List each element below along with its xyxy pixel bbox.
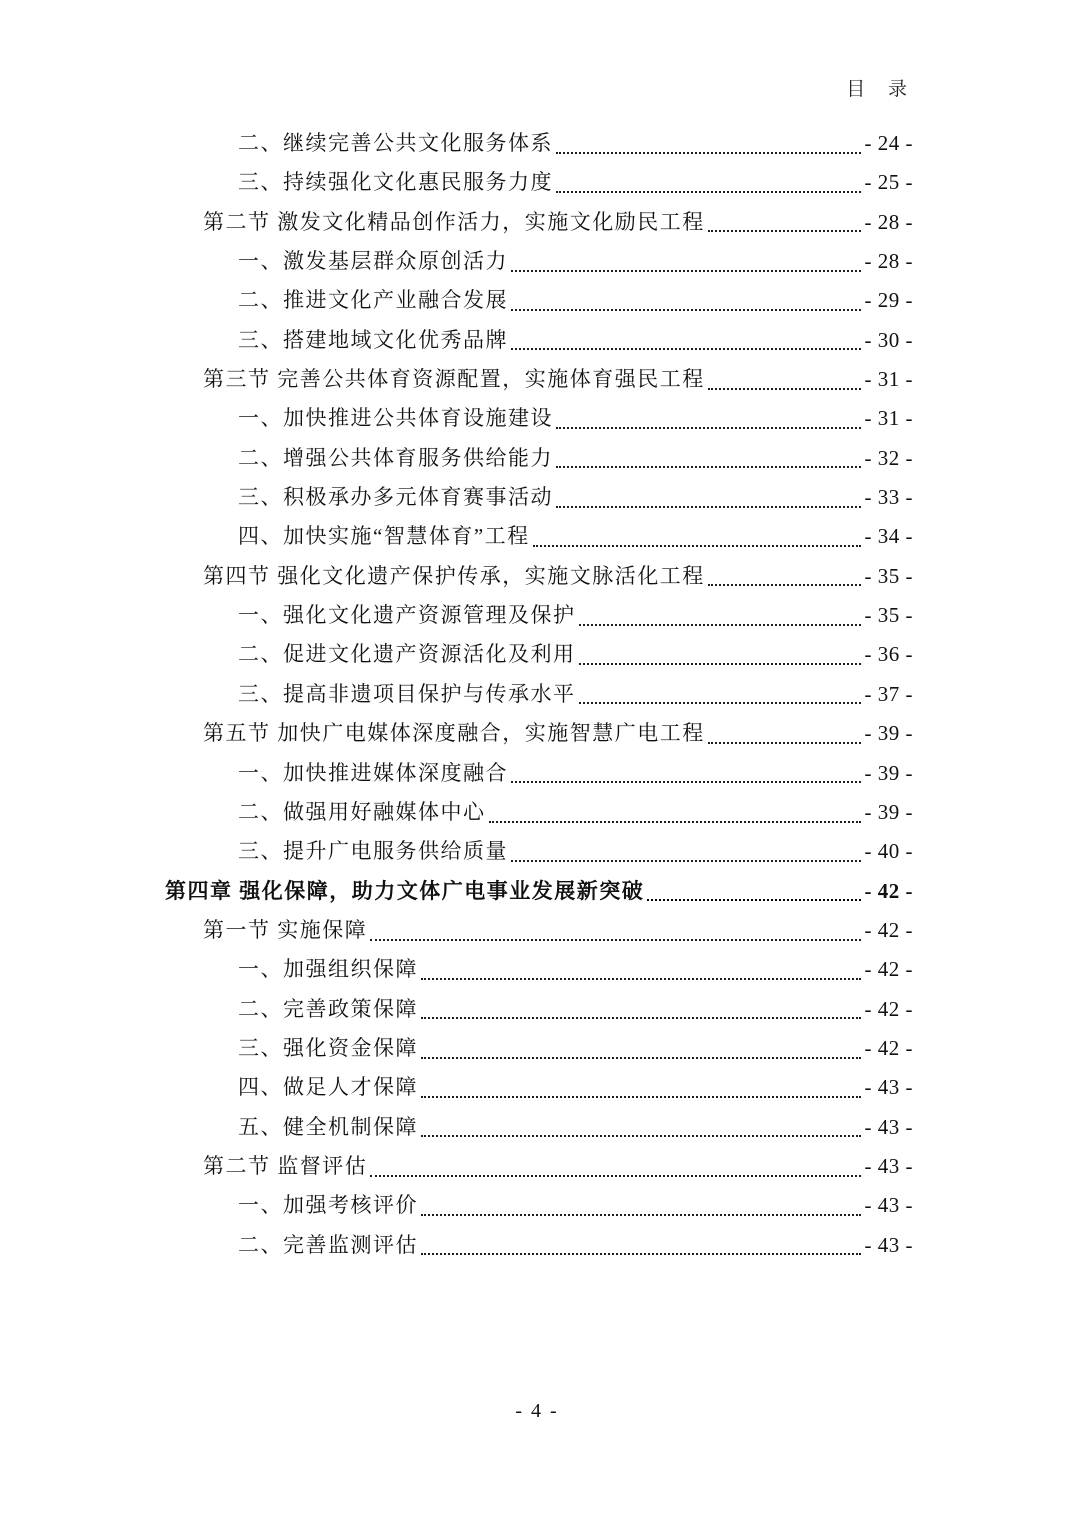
toc-entry-page-number: - 43 - xyxy=(864,1075,913,1100)
dotted-leader xyxy=(421,978,861,980)
toc-entry-page-number: - 30 - xyxy=(864,327,913,352)
dotted-leader xyxy=(511,781,861,783)
toc-entry xyxy=(165,557,913,596)
toc-entry-title: 四、加快实施“智慧体育”工程 xyxy=(238,524,530,549)
dotted-leader xyxy=(421,1096,861,1098)
dotted-leader xyxy=(556,191,861,193)
dotted-leader xyxy=(421,1057,861,1059)
toc-entry xyxy=(165,163,913,202)
dotted-leader xyxy=(511,309,861,311)
toc-entry-title: 三、搭建地域文化优秀品牌 xyxy=(238,327,508,352)
toc-entry-title: 三、强化资金保障 xyxy=(238,1035,418,1060)
toc-entry-title: 一、强化文化遗产资源管理及保护 xyxy=(238,603,576,628)
toc-entry-page-number: - 43 - xyxy=(864,1193,913,1218)
dotted-leader xyxy=(647,899,860,901)
toc-entry-page-number: - 25 - xyxy=(864,170,913,195)
toc-entry-page-number: - 40 - xyxy=(864,839,913,864)
toc-entry xyxy=(165,675,913,714)
toc-entry xyxy=(165,832,913,871)
toc-entry xyxy=(165,517,913,556)
dotted-leader xyxy=(489,821,861,823)
toc-list xyxy=(165,124,913,1265)
toc-entry-page-number: - 28 - xyxy=(864,249,913,274)
toc-entry xyxy=(165,281,913,320)
dotted-leader xyxy=(556,152,861,154)
toc-entry-title: 一、加强组织保障 xyxy=(238,957,418,982)
dotted-leader xyxy=(511,270,861,272)
dotted-leader xyxy=(511,860,861,862)
toc-entry-page-number: - 42 - xyxy=(864,878,913,903)
toc-entry xyxy=(165,754,913,793)
toc-entry-title: 二、继续完善公共文化服务体系 xyxy=(238,131,553,155)
dotted-leader xyxy=(708,388,861,390)
toc-entry xyxy=(165,872,913,911)
toc-entry xyxy=(165,242,913,281)
toc-entry xyxy=(165,596,913,635)
toc-entry-page-number: - 39 - xyxy=(864,760,913,785)
toc-entry-page-number: - 28 - xyxy=(864,209,913,234)
toc-entry-page-number: - 24 - xyxy=(864,131,913,155)
toc-entry-page-number: - 29 - xyxy=(864,288,913,313)
dotted-leader xyxy=(708,230,861,232)
toc-entry-title: 第四节 强化文化遗产保护传承，实施文脉活化工程 xyxy=(203,563,705,588)
toc-entry-page-number: - 34 - xyxy=(864,524,913,549)
toc-entry-page-number: - 31 - xyxy=(864,367,913,392)
toc-entry-page-number: - 31 - xyxy=(864,406,913,431)
dotted-leader xyxy=(421,1253,861,1255)
dotted-leader xyxy=(421,1135,861,1137)
toc-entry-title: 一、加强考核评价 xyxy=(238,1193,418,1218)
toc-entry-page-number: - 39 - xyxy=(864,721,913,746)
toc-entry-title: 一、激发基层群众原创活力 xyxy=(238,249,508,274)
toc-entry-title: 一、加快推进媒体深度融合 xyxy=(238,760,508,785)
toc-entry xyxy=(165,1068,913,1107)
toc-entry-title: 三、积极承办多元体育赛事活动 xyxy=(238,485,553,510)
toc-entry-page-number: - 33 - xyxy=(864,485,913,510)
toc-entry-title: 三、提升广电服务供给质量 xyxy=(238,839,508,864)
dotted-leader xyxy=(421,1214,861,1216)
toc-entry xyxy=(165,1029,913,1068)
toc-entry-title: 四、做足人才保障 xyxy=(238,1075,418,1100)
toc-entry-title: 二、增强公共体育服务供给能力 xyxy=(238,445,553,470)
toc-entry-page-number: - 36 - xyxy=(864,642,913,667)
toc-entry-page-number: - 42 - xyxy=(864,1035,913,1060)
toc-entry-page-number: - 42 - xyxy=(864,957,913,982)
toc-entry-title: 三、提高非遗项目保护与传承水平 xyxy=(238,681,576,706)
dotted-leader xyxy=(370,939,860,941)
toc-entry-title: 一、加快推进公共体育设施建设 xyxy=(238,406,553,431)
toc-entry-title: 三、持续强化文化惠民服务力度 xyxy=(238,170,553,195)
dotted-leader xyxy=(708,584,861,586)
toc-entry-title: 第一节 实施保障 xyxy=(203,917,368,942)
page-header-title: 目 录 xyxy=(846,79,916,100)
dotted-leader xyxy=(579,702,861,704)
toc-entry-title: 二、做强用好融媒体中心 xyxy=(238,799,486,824)
toc-entry xyxy=(165,1108,913,1147)
toc-entry-page-number: - 35 - xyxy=(864,563,913,588)
toc-entry-page-number: - 32 - xyxy=(864,445,913,470)
toc-entry-page-number: - 39 - xyxy=(864,799,913,824)
toc-entry-page-number: - 43 - xyxy=(864,1153,913,1178)
toc-entry-title: 第四章 强化保障，助力文体广电事业发展新突破 xyxy=(165,878,645,903)
toc-entry-title: 五、健全机制保障 xyxy=(238,1114,418,1139)
dotted-leader xyxy=(533,545,861,547)
toc-entry-title: 二、促进文化遗产资源活化及利用 xyxy=(238,642,576,667)
toc-entry-page-number: - 43 - xyxy=(864,1232,913,1257)
toc-entry-title: 二、推进文化产业融合发展 xyxy=(238,288,508,313)
dotted-leader xyxy=(579,624,861,626)
toc-entry xyxy=(165,911,913,950)
toc-entry xyxy=(165,1147,913,1186)
toc-entry-title: 第五节 加快广电媒体深度融合，实施智慧广电工程 xyxy=(203,721,705,746)
dotted-leader xyxy=(556,466,861,468)
toc-entry xyxy=(165,1186,913,1225)
toc-entry xyxy=(165,1226,913,1265)
toc-entry-title: 第二节 激发文化精品创作活力，实施文化励民工程 xyxy=(203,209,705,234)
toc-entry xyxy=(165,714,913,753)
toc-entry-page-number: - 35 - xyxy=(864,603,913,628)
toc-entry-page-number: - 37 - xyxy=(864,681,913,706)
dotted-leader xyxy=(556,427,861,429)
page-number-footer: - 4 - xyxy=(515,1400,559,1422)
toc-entry xyxy=(165,321,913,360)
toc-entry xyxy=(165,793,913,832)
dotted-leader xyxy=(556,506,861,508)
toc-entry xyxy=(165,478,913,517)
dotted-leader xyxy=(708,742,861,744)
toc-entry xyxy=(165,439,913,478)
dotted-leader xyxy=(511,348,861,350)
toc-entry xyxy=(165,990,913,1029)
toc-entry-title: 第二节 监督评估 xyxy=(203,1153,368,1178)
toc-entry-title: 第三节 完善公共体育资源配置，实施体育强民工程 xyxy=(203,367,705,392)
toc-entry-page-number: - 42 - xyxy=(864,996,913,1021)
toc-entry xyxy=(165,124,913,163)
toc-entry-title: 二、完善政策保障 xyxy=(238,996,418,1021)
toc-entry xyxy=(165,399,913,438)
toc-entry-title: 二、完善监测评估 xyxy=(238,1232,418,1257)
toc-entry xyxy=(165,635,913,674)
dotted-leader xyxy=(370,1175,860,1177)
toc-entry-page-number: - 43 - xyxy=(864,1114,913,1139)
toc-entry xyxy=(165,203,913,242)
toc-entry xyxy=(165,360,913,399)
toc-entry xyxy=(165,950,913,989)
toc-entry-page-number: - 42 - xyxy=(864,917,913,942)
dotted-leader xyxy=(579,663,861,665)
dotted-leader xyxy=(421,1017,861,1019)
